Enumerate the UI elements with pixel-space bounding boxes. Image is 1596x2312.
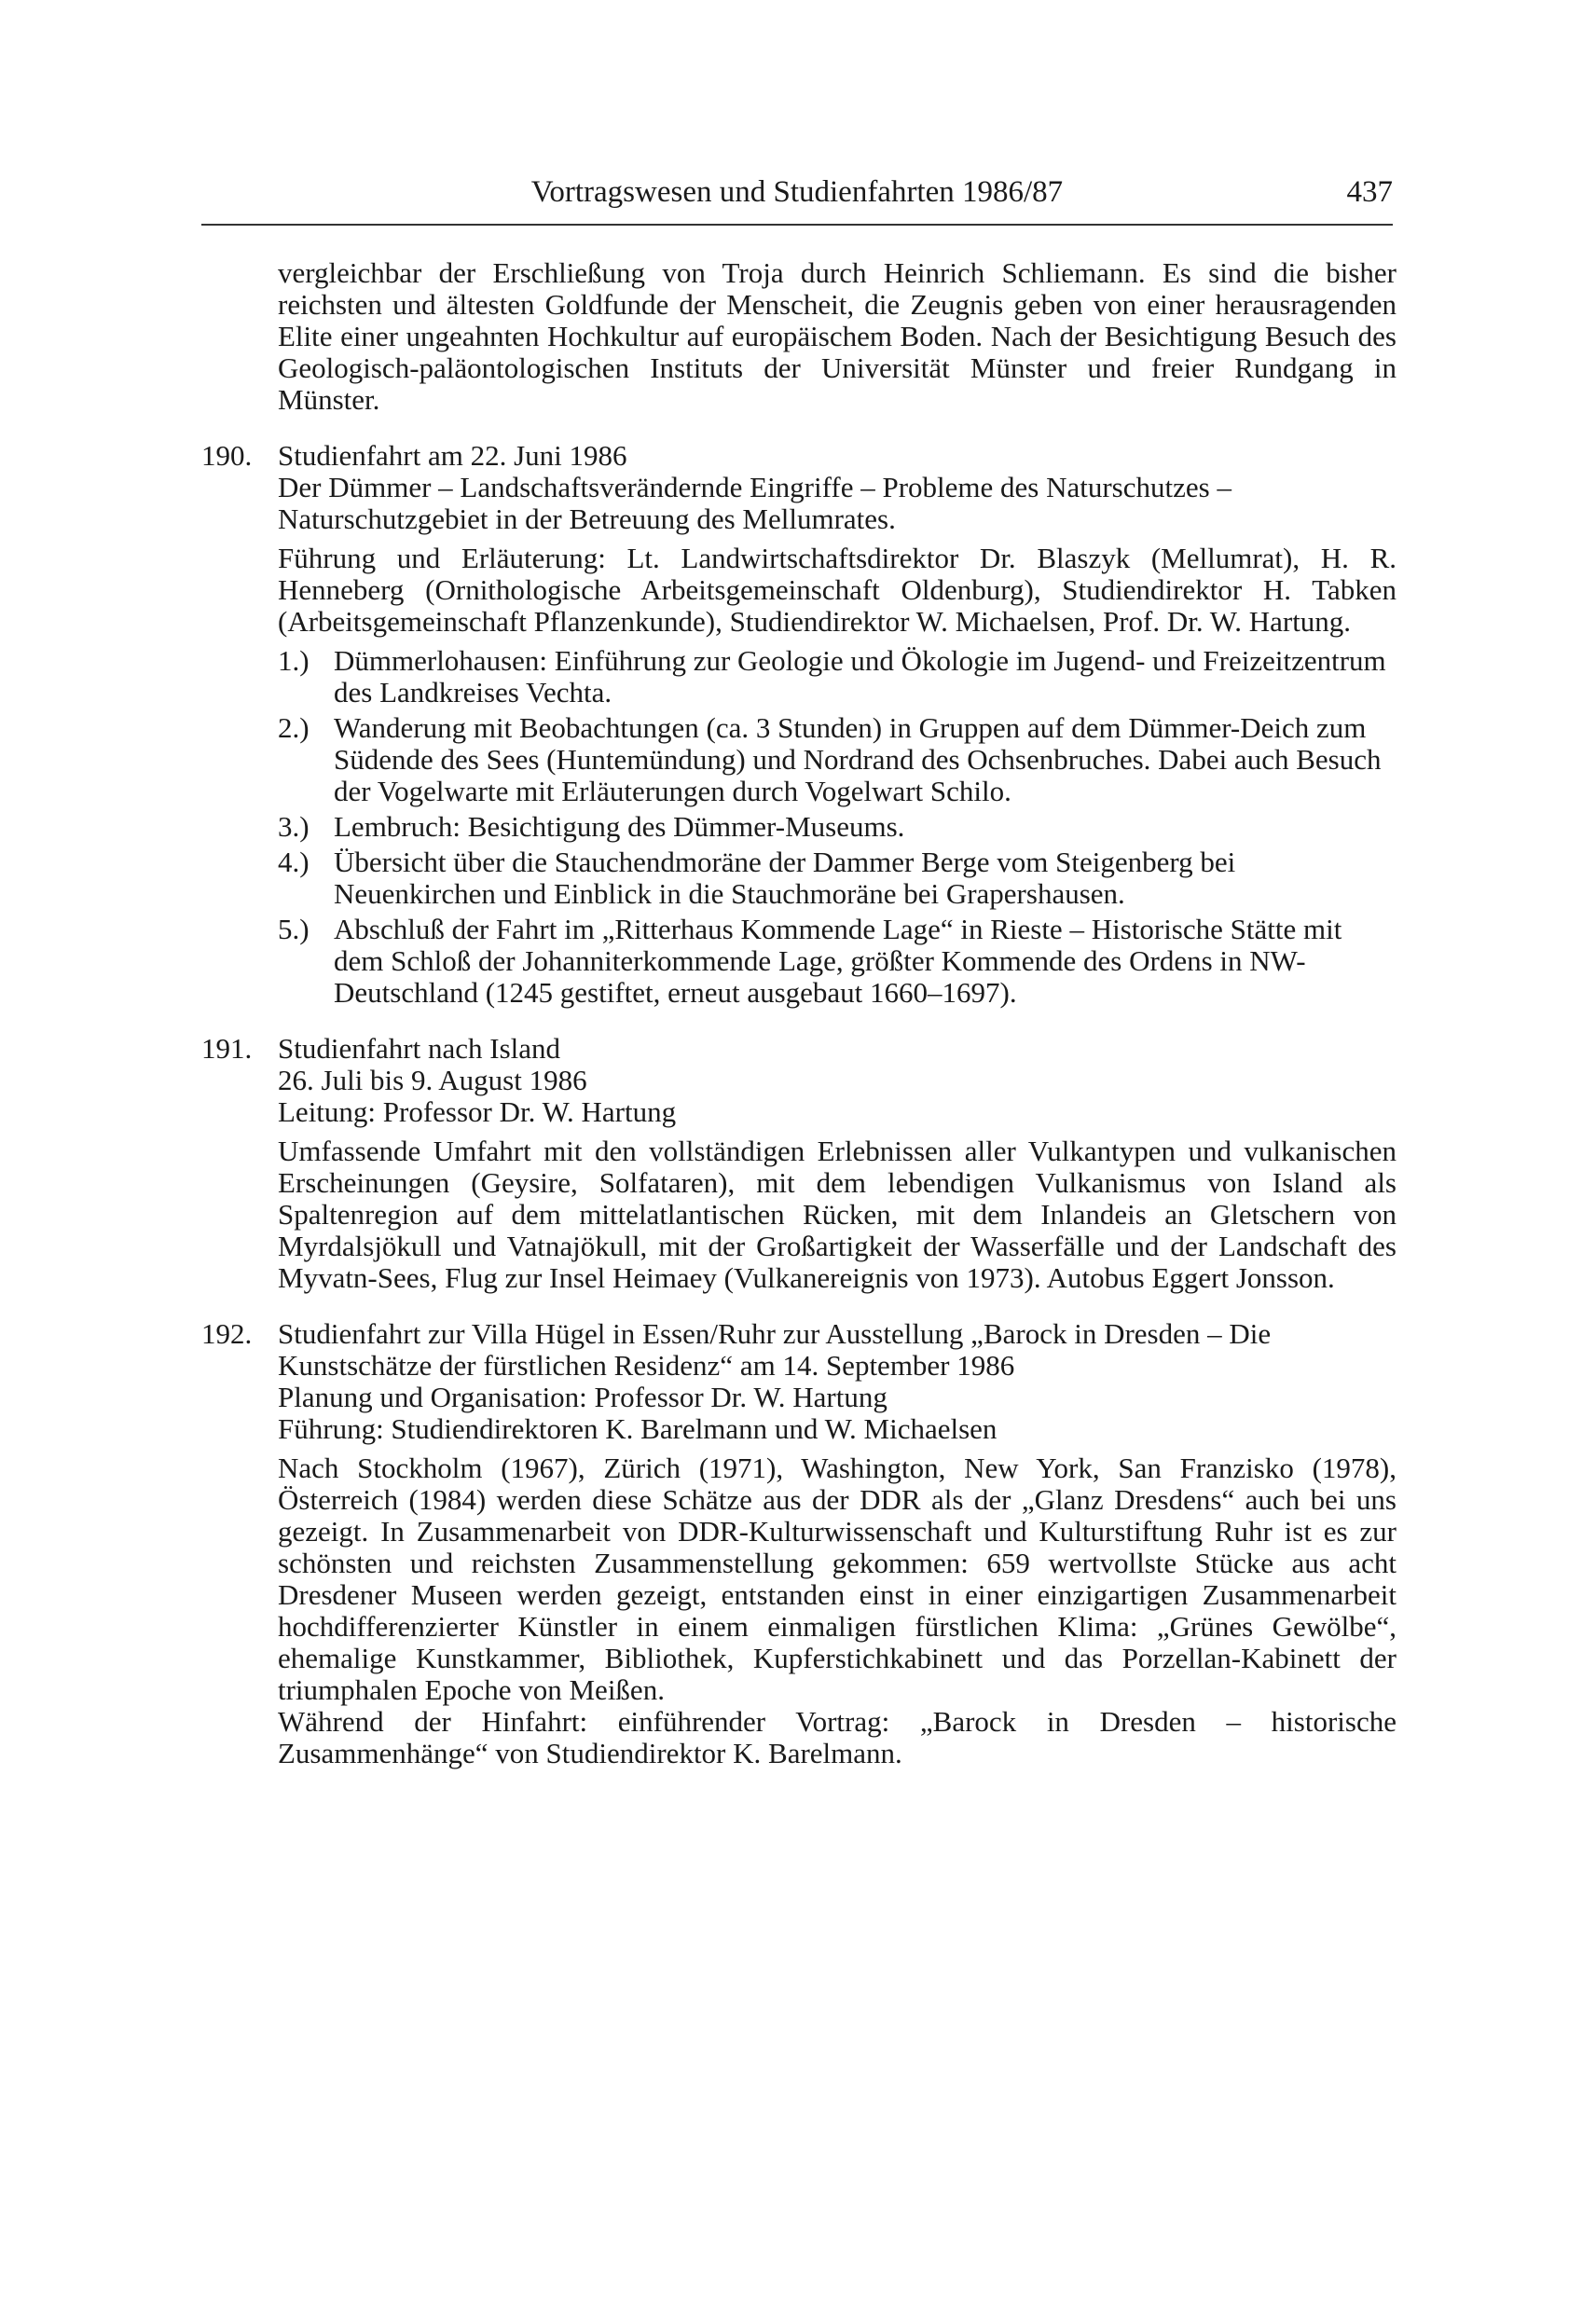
subitem-number: 1.) [278,644,310,677]
entry-title: Studienfahrt zur Villa Hügel in Essen/Ruhr zur Ausstellung „Barock in Dresden – Die Kunstschätze der fürstlichen Residenz“ am 14. September 1986 [278,1317,1272,1382]
subitem-text: Abschluß der Fahrt im „Ritterhaus Kommende Lage“ in Rieste – Historische Stätte mit dem Schloß der Johanniterkommende Lage, größter Kommende des Ordens in NW-Deutschland (1245 gestiftet, erneut ausgebaut 1660–1697). [334,913,1342,1009]
entry-content [278,1033,1396,1294]
entry-description: Nach Stockholm (1967), Zürich (1971), Washington, New York, San Franzisko (1978), Österreich (1984) werden diese Schätze aus der DDR als der „Glanz Dresdens“ auch bei uns gezeigt. In Zusammenarbeit von DDR-Kulturwissenschaft und Kulturstiftung Ruhr ist es zur schönsten und reichsten Zusammenstellung gekommen: 659 wertvollste Stücke aus acht Dresdener Museen werden gezeigt, entstanden einst in einer einzigartigen Zusammenarbeit hochdifferenzierter Künstler in einem einmaligen fürstlichen Klima: „Grünes Gewölbe“, ehemalige Kunstkammer, Bibliothek, Kupferstichkabinett und das Porzellan-Kabinett der triumphalen Epoche von Meißen. [278,1452,1396,1706]
subitem-number: 2.) [278,711,310,744]
subitem-number: 5.) [278,913,310,945]
entry-title: Studienfahrt nach Island [278,1032,561,1065]
page-number: 437 [1346,175,1393,209]
subitem-number: 3.) [278,810,310,843]
page-body [201,257,1396,1769]
entry-note: Während der Hinfahrt: einführender Vortrag: „Barock in Dresden – historische Zusammenhänge“ von Studiendirektor K. Barelmann. [278,1705,1396,1769]
continuation-paragraph: vergleichbar der Erschließung von Troja durch Heinrich Schliemann. Es sind die bisher reichsten und ältesten Goldfunde der Menscheit, die Zeugnis geben von einer herausragenden Elite einer ungeahnten Hochkultur auf europäischem Boden. Nach der Besichtigung Besuch des Geologisch-paläontologischen Instituts der Universität Münster und freier Rundgang in Münster. [278,256,1396,416]
subitem [278,712,1396,807]
entry-191 [201,1033,1396,1294]
subitem-text: Übersicht über die Stauchendmoräne der Dammer Berge vom Steigenberg bei Neuenkirchen und Einblick in die Stauchmoräne bei Grapershausen. [334,846,1236,910]
subitem [278,811,1396,843]
entry-192 [201,1318,1396,1769]
running-header [201,173,1393,226]
running-title: Vortragswesen und Studienfahrten 1986/87 [530,175,1064,209]
entry-organisation: Planung und Organisation: Professor Dr. W. Hartung [278,1381,887,1413]
entry-subtitle: Der Dümmer – Landschaftsverändernde Eingriffe – Probleme des Naturschutzes – Naturschutzgebiet in der Betreuung des Mellumrates. [278,471,1231,535]
subitem [278,645,1396,709]
entry-title: Studienfahrt am 22. Juni 1986 [278,439,627,472]
subitem-text: Wanderung mit Beobachtungen (ca. 3 Stunden) in Gruppen auf dem Dümmer-Deich zum Südende des Sees (Huntemündung) und Nordrand des Ochsenbruches. Dabei auch Besuch der Vogelwarte mit Erläuterungen durch Vogelwart Schilo. [334,711,1382,807]
entry-dates: 26. Juli bis 9. August 1986 [278,1064,587,1096]
subitem-number: 4.) [278,846,310,878]
entry-description: Umfassende Umfahrt mit den vollständigen Erlebnissen aller Vulkantypen und vulkanischen Erscheinungen (Geysire, Solfataren), mit dem lebendigen Vulkanismus von Island als Spaltenregion auf dem mittelatlantischen Rücken, mit dem Inlandeis an Gletschern von Myrdalsjökull und Vatnajökull, mit der Großartigkeit der Wasserfälle und der Landschaft des Myvatn-Sees, Flug zur Insel Heimaey (Vulkanereignis von 1973). Autobus Eggert Jonsson. [278,1135,1396,1294]
entry-content [278,1318,1396,1769]
entry-guide: Führung: Studiendirektoren K. Barelmann und W. Michaelsen [278,1412,998,1445]
subitem [278,846,1396,910]
subitem [278,914,1396,1009]
entry-number: 190. [201,439,253,472]
entry-number: 192. [201,1317,253,1350]
entry-190 [201,440,1396,1009]
entry-number: 191. [201,1032,253,1065]
entry-guide: Führung und Erläuterung: Lt. Landwirtschaftsdirektor Dr. Blaszyk (Mellumrat), H. R. Henneberg (Ornithologische Arbeitsgemeinschaft Oldenburg), Studiendirektor H. Tabken (Arbeitsgemeinschaft Pflanzenkunde), Studiendirektor W. Michaelsen, Prof. Dr. W. Hartung. [278,542,1396,638]
entry-content [278,440,1396,1009]
subitem-text: Dümmerlohausen: Einführung zur Geologie und Ökologie im Jugend- und Freizeitzentrum des Landkreises Vechta. [334,644,1386,709]
entry-leader: Leitung: Professor Dr. W. Hartung [278,1095,677,1128]
subitem-text: Lembruch: Besichtigung des Dümmer-Museums. [334,810,905,843]
